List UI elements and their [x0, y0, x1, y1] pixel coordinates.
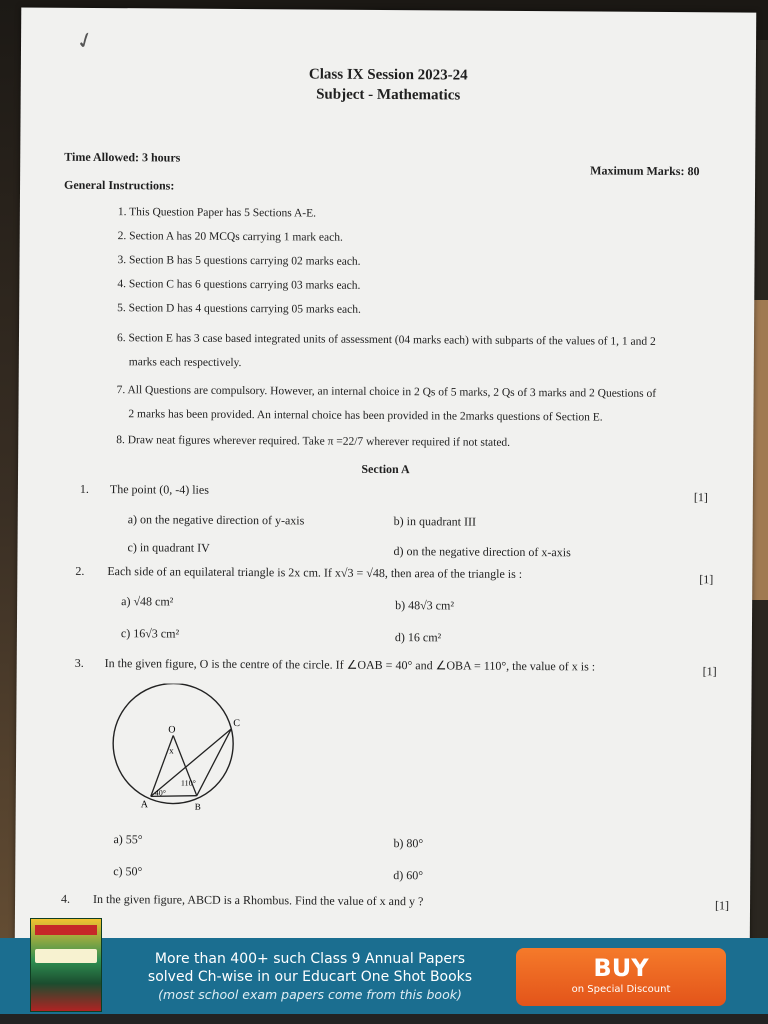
instruction-7: 7. All Questions are compulsory. However, an internal choice in 2 Qs of 5 marks, 2 Qs of 3 marks and 2 Questions of — [116, 384, 657, 400]
q3-text: In the given figure, O is the centre of the circle. If ∠OAB = 40° and ∠OBA = 110°, the value of x is : — [104, 656, 596, 674]
buy-label: BUY — [593, 954, 649, 982]
line-bc — [197, 729, 231, 796]
paper-subject: Subject - Mathematics — [316, 86, 461, 104]
circle-figure — [111, 683, 252, 814]
q3-mark: [1] — [702, 664, 717, 679]
q1-number: 1. — [79, 481, 89, 496]
buy-button[interactable] — [516, 948, 726, 1006]
promo-line-1: More than 400+ such Class 9 Annual Papers — [154, 951, 466, 967]
bottom-edge — [0, 1014, 768, 1024]
instruction-2: 2. Section A has 20 MCQs carrying 1 mark each. — [117, 230, 343, 244]
label-angle-a: 40° — [154, 788, 167, 798]
general-instructions-heading: General Instructions: — [64, 177, 175, 193]
q1-option-b: b) in quadrant III — [393, 514, 477, 529]
time-allowed: Time Allowed: 3 hours — [64, 149, 181, 165]
buy-sublabel: on Special Discount — [571, 984, 671, 995]
q2-option-d: d) 16 cm² — [394, 630, 442, 645]
instruction-5: 5. Section D has 4 questions carrying 05 marks each. — [117, 302, 361, 316]
section-a-heading: Section A — [361, 461, 410, 477]
q3-option-a: a) 55° — [113, 832, 143, 847]
instruction-8: 8. Draw neat figures wherever required. Take π =22/7 wherever required if not stated. — [116, 434, 511, 449]
instruction-6-cont: marks each respectively. — [128, 356, 242, 369]
q3-option-d: d) 60° — [393, 868, 424, 883]
label-c: C — [233, 717, 241, 729]
q1-mark: [1] — [693, 490, 708, 505]
label-angle-b: 110° — [180, 778, 196, 788]
promo-line-3: (most school exam papers come from this book) — [158, 987, 462, 1002]
q2-text: Each side of an equilateral triangle is 2x cm. If x√3 = √48, then area of the triangle is : — [107, 564, 523, 581]
q4-text: In the given figure, ABCD is a Rhombus. Find the value of x and y ? — [93, 891, 424, 909]
instruction-4: 4. Section C has 6 questions carrying 03 marks each. — [117, 278, 361, 292]
label-o: O — [168, 724, 176, 736]
promo-text — [105, 950, 515, 1004]
circle-outline — [113, 683, 234, 804]
label-a: A — [140, 799, 148, 811]
q1-option-d: d) on the negative direction of x-axis — [393, 544, 571, 560]
label-x: x — [169, 745, 174, 756]
label-b: B — [194, 801, 201, 812]
maximum-marks: Maximum Marks: 80 — [590, 163, 700, 179]
q1-option-c: c) in quadrant IV — [127, 540, 210, 555]
book-cover-icon — [30, 918, 102, 1012]
promo-line-2: solved Ch-wise in our Educart One Shot Books — [147, 969, 473, 985]
instruction-7-cont: 2 marks has been provided. An internal choice has been provided in the 2marks questions of Section E. — [128, 408, 603, 424]
q4-mark: [1] — [714, 898, 730, 913]
q2-mark: [1] — [699, 572, 714, 587]
question-paper — [15, 7, 757, 952]
q4-number: 4. — [61, 891, 71, 906]
paper-header — [21, 62, 756, 107]
q2-option-c: c) 16√3 cm² — [120, 626, 180, 641]
paper-title: Class IX Session 2023-24 — [308, 66, 468, 84]
q3-number: 3. — [74, 655, 84, 670]
checkmark-icon: ✓ — [72, 25, 98, 56]
q3-option-b: b) 80° — [393, 836, 424, 851]
instruction-6: 6. Section E has 3 case based integrated units of assessment (04 marks each) with subparts of the values of 1, 1 and 2 — [116, 332, 656, 348]
q2-number: 2. — [75, 563, 85, 578]
q2-option-a: a) √48 cm² — [121, 594, 174, 609]
instruction-3: 3. Section B has 5 questions carrying 02 marks each. — [117, 254, 361, 268]
q1-text: The point (0, -4) lies — [109, 482, 209, 497]
q3-option-c: c) 50° — [113, 864, 143, 879]
q1-option-a: a) on the negative direction of y-axis — [127, 512, 305, 528]
q2-option-b: b) 48√3 cm² — [395, 598, 455, 613]
instruction-1: 1. This Question Paper has 5 Sections A-E. — [117, 206, 317, 220]
